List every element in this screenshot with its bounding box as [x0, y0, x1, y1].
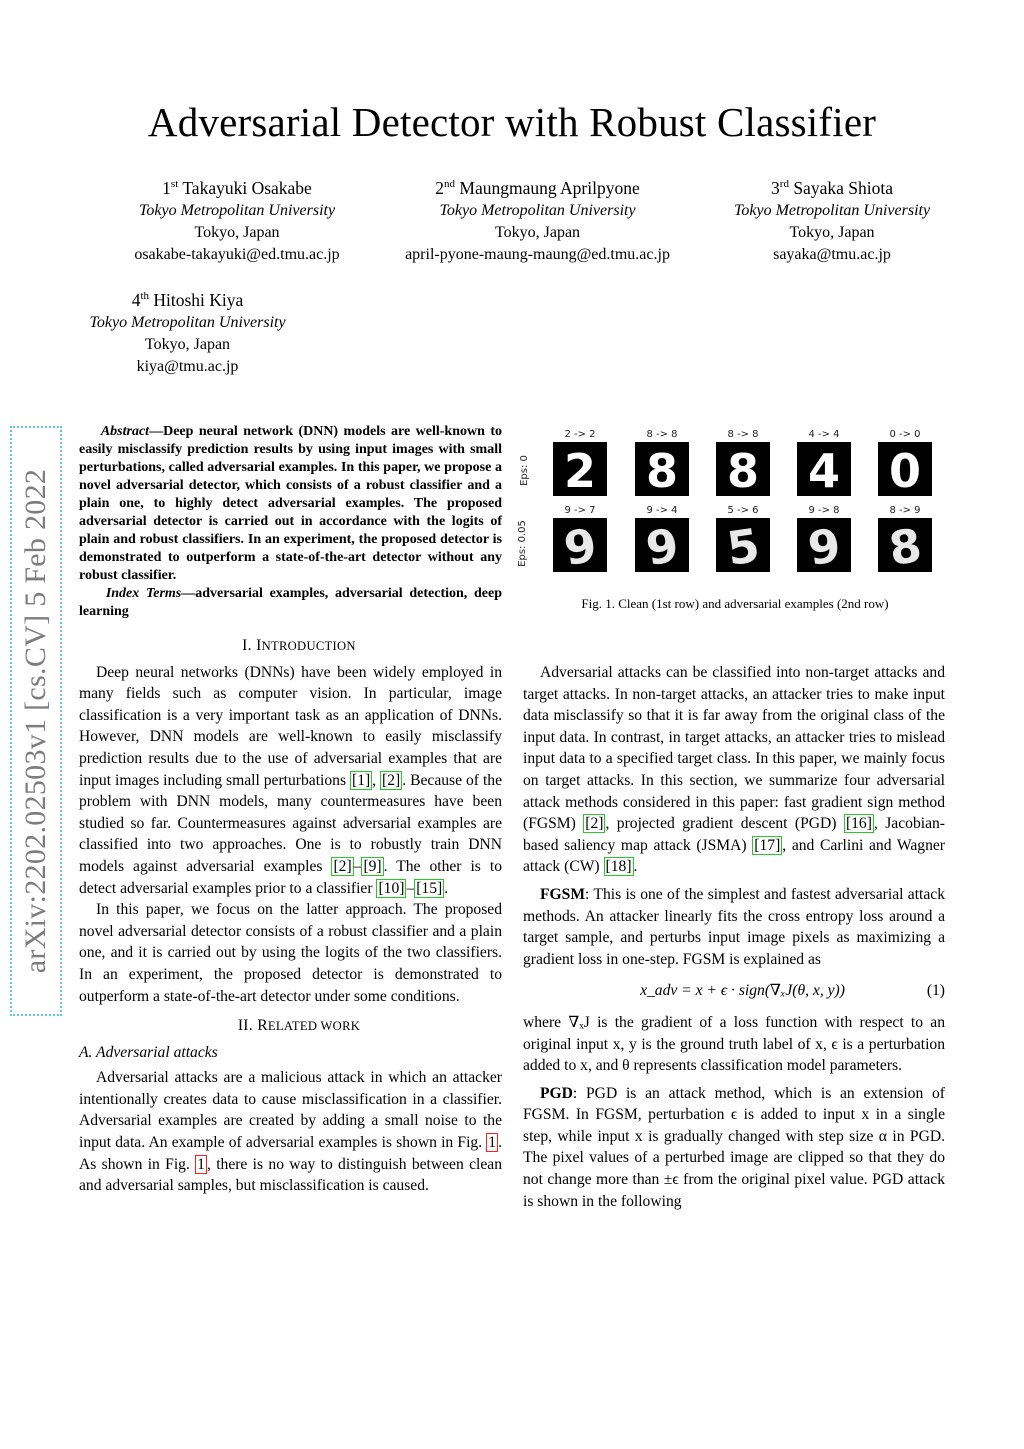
author-email: sayaka@tmu.ac.jp [773, 245, 891, 263]
digit-label: 9 -> 4 [646, 505, 678, 516]
subsection-heading: A. Adversarial attacks [79, 1043, 218, 1061]
figure-link[interactable]: 1 [488, 1134, 497, 1152]
author-email: april-pyone-maung-maung@ed.tmu.ac.jp [405, 245, 670, 263]
figure-link[interactable]: 1 [197, 1155, 205, 1173]
digit-glyph: 9 [804, 518, 844, 572]
author-3: 3rd Sayaka Shiota Tokyo Metropolitan University Tokyo, Japan sayaka@tmu.ac.jp [712, 172, 952, 266]
section-heading-related-work: II. RELATED WORK [237, 1017, 361, 1035]
arxiv-stamp[interactable]: arXiv:2202.02503v1 [cs.CV] 5 Feb 2022 [10, 426, 62, 1016]
digit-image [878, 518, 932, 572]
digit-image [797, 442, 851, 496]
author-email: kiya@tmu.ac.jp [136, 357, 239, 375]
digit-image [635, 442, 689, 496]
paper-title: Adversarial Detector with Robust Classifier [147, 99, 877, 145]
digit-glyph: 9 [642, 518, 682, 572]
figure-caption: Fig. 1. Clean (1st row) and adversarial examples (2nd row) [581, 596, 889, 611]
left-column [79, 423, 502, 1197]
citation-link[interactable]: [1] [352, 771, 371, 789]
digit-label: 2 -> 2 [564, 429, 596, 440]
citation-link[interactable]: [16] [845, 815, 872, 833]
citation-link[interactable]: [2] [333, 857, 352, 875]
attacks-paragraph: Adversarial attacks can be classified into non-target attacks and target attacks. In non-target attacks, an attacker tries to make input data misclassify so that it is far away from the original class of the input data. In contrast, in target attacks, an attacker tries to mislead input data to a specified target class. In this paper, we mainly focus on target attacks. In this section, we summarize four adversarial attack methods considered in this paper: fast gradient sign method (FGSM) [2] , projected gradient descent (PGD) [16] , Jacobian-based saliency map attack (JSMA) [17] , and Carlini and Wagner attack (CW) [18] . [523, 664, 945, 876]
digit-image [635, 518, 689, 572]
digit-image [716, 518, 770, 572]
where-paragraph: where ∇ₓJ is the gradient of a loss function with respect to an original input x, y is the ground truth label of x, ϵ is a perturbation added to x, and θ represents classification model parameters. [523, 1013, 945, 1075]
equation-1: x_adv = x + ϵ · sign(∇ₓJ(θ, x, y)) (1) [640, 982, 945, 1000]
intro-paragraph-1: Deep neural networks (DNNs) have been widely employed in many fields such as computer vision. In particular, image classification is a very important task as an application of DNNs. However, DNN models are well-known to easily misclassify prediction results due to the use of adversarial examples that are input images including small perturbations [1] , [2] . Because of the problem with DNN models, many countermeasures have been studied so far. Countermeasures against adversarial examples are classified into two approaches. One is to robustly train DNN models against adversarial examples [2] – [9] . The other is to detect adversarial examples prior to a classifier [10] – [15] . [79, 663, 503, 897]
digit-glyph: 5 [723, 518, 763, 572]
digit-image [716, 442, 770, 496]
digit-label: 8 -> 8 [646, 429, 678, 440]
author-4: 4th Hitoshi Kiya Tokyo Metropolitan University Tokyo, Japan kiya@tmu.ac.jp [70, 284, 305, 378]
author-1: 1st Takayuki Osakabe Tokyo Metropolitan University Tokyo, Japan osakabe-takayuki@ed.tmu.ac.jp [112, 172, 362, 266]
citation-link[interactable]: [2] [382, 771, 401, 789]
digit-image [797, 518, 851, 572]
digit-label: 8 -> 8 [727, 429, 759, 440]
digit-image [553, 442, 607, 496]
figure-1 [516, 425, 945, 580]
digit-glyph: 8 [885, 518, 925, 572]
digit-label: 4 -> 4 [808, 429, 840, 440]
citation-link[interactable]: [18] [605, 858, 632, 876]
digit-image [553, 518, 607, 572]
digit-glyph: 4 [807, 444, 841, 496]
digit-glyph: 8 [645, 444, 679, 496]
abstract: Abstract—Deep neural network (DNN) models are well-known to easily misclassify prediction results by using input images with small perturbations, called adversarial examples. In this paper, we propose a novel adversarial detector, which consists of a robust classifier and a plain one, to highly detect adversarial examples. The proposed adversarial detector is carried out in accordance with the logits of plain and robust classifiers. In an experiment, the proposed detector is demonstrated to outperform a state-of-the-art detector without any robust classifier. Index Terms—adversarial examples, adversarial detection, deep learning [79, 424, 503, 619]
digit-label: 9 -> 8 [808, 505, 840, 516]
digit-image [878, 442, 932, 496]
digit-glyph: 2 [563, 444, 597, 496]
row-label: Eps: 0 [518, 455, 530, 486]
digit-glyph: 9 [560, 518, 600, 572]
author-2: 2nd Maungmaung Aprilpyone Tokyo Metropolitan University Tokyo, Japan april-pyone-maung-maung@ed.tmu.ac.jp [385, 172, 690, 266]
author-email: osakabe-takayuki@ed.tmu.ac.jp [134, 245, 340, 263]
intro-paragraph-2: In this paper, we focus on the latter approach. The proposed novel adversarial detector consists of a robust classifier and a plain one, and it is carried out by using the logits of the two classifiers. In an experiment, the proposed detector is demonstrated to outperform a state-of-the-art detector under some conditions. [79, 901, 502, 1005]
digit-label: 5 -> 6 [727, 505, 759, 516]
citation-link[interactable]: [10] [378, 879, 405, 897]
related-paragraph-1: Adversarial attacks are a malicious attack in which an attacker intentionally creates data to cause misclassification in a classifier. Adversarial examples are created by adding a small noise to the input data. An example of adversarial examples is shown in Fig. 1 . As shown in Fig. 1 , there is no way to distinguish between clean and adversarial samples, but misclassification is caused. [79, 1069, 502, 1195]
fgsm-paragraph: FGSM: This is one of the simplest and fastest adversarial attack methods. An attacker linearly fits the cross entropy loss around a target sample, and perturbs input image pixels as maximizing a gradient loss in one-step. FGSM is explained as [523, 885, 945, 968]
citation-link[interactable]: [2] [585, 815, 604, 833]
digit-glyph: 0 [888, 444, 922, 496]
citation-link[interactable]: [17] [754, 836, 781, 854]
right-column [523, 662, 945, 1212]
citation-link[interactable]: [15] [416, 879, 443, 897]
pgd-paragraph: PGD: PGD is an attack method, which is an extension of FGSM. In FGSM, perturbation ϵ is added to input x in a single step, while input x is gradually changed with step size α in PGD. The pixel values of a perturbed image are clipped so that they do not change more than ±ϵ from the original pixel value. PGD attack is shown in the following [523, 1084, 945, 1210]
digit-label: 8 -> 9 [889, 505, 921, 516]
digit-label: 0 -> 0 [889, 429, 921, 440]
digit-label: 9 -> 7 [564, 505, 596, 516]
row-label: Eps: 0.05 [516, 520, 528, 567]
digit-glyph: 8 [726, 444, 760, 496]
citation-link[interactable]: [9] [363, 857, 382, 875]
section-heading-introduction: I. INTRODUCTION [242, 637, 356, 654]
